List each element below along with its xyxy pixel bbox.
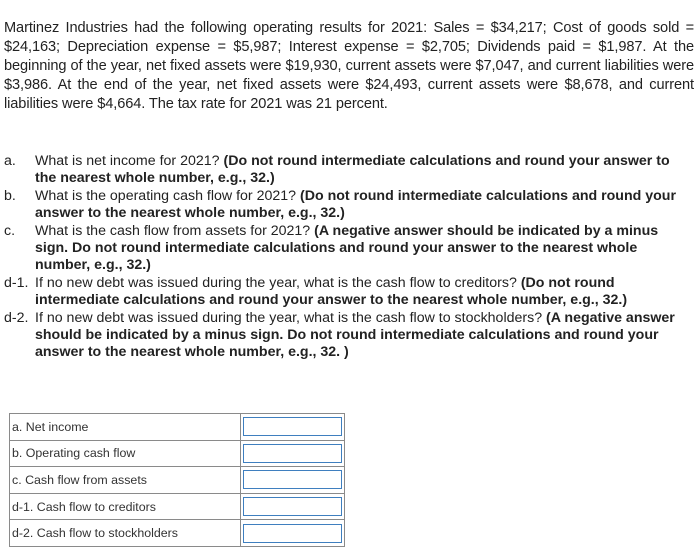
question-text: If no new debt was issued during the year, what is the cash flow to creditors? [35,274,517,291]
answer-cell [241,520,345,547]
table-row [10,440,345,467]
operating-cash-flow-input[interactable] [243,444,342,463]
question-list [4,153,694,362]
question-b [4,188,694,223]
row-label: a. Net income [10,414,241,441]
answer-cell [241,414,345,441]
answer-cell [241,493,345,520]
question-marker: b. [4,187,16,204]
question-instruction: (A negative answer should be indicated by a minus sign. Do not round intermediate calculations and round your answer to the nearest whole number, e.g., 32.) [35,222,659,274]
cash-flow-to-creditors-input[interactable] [243,497,342,516]
row-label: d-2. Cash flow to stockholders [10,520,241,547]
cash-flow-to-stockholders-input[interactable] [243,524,342,543]
question-c [4,223,694,275]
question-text: If no new debt was issued during the year, what is the cash flow to stockholders? [35,309,543,326]
table-row [10,520,345,547]
cash-flow-from-assets-input[interactable] [243,470,342,489]
row-label: b. Operating cash flow [10,440,241,467]
intro-line: net fixed assets were $24,493, current assets were $8,678, and current liabilities were [4,77,695,113]
table-row [10,414,345,441]
question-d2 [4,310,694,362]
intro-line: current assets were $7,047, and current liabilities were $3,986. At the end of the year, [4,58,694,94]
table-row [10,493,345,520]
intro-line: Martinez Industries had the following operating results for 2021: Sales = $34,217; Cost of [4,20,601,36]
problem-statement [4,19,694,114]
intro-line: Dividends paid = $1,987. At the beginning of the year, net fixed assets were $19,930, [4,39,694,75]
question-text: What is the cash flow from assets for 2021? [35,222,311,239]
question-marker: a. [4,153,16,169]
net-income-input[interactable] [243,417,342,436]
answer-cell [241,440,345,467]
question-a [4,153,694,188]
answer-cell [241,467,345,494]
intro-line: goods sold = $24,163; Depreciation expense = $5,987; Interest expense = $2,705; [4,20,695,56]
answer-table [9,413,345,547]
question-instruction: (Do not round intermediate calculations and round your answer to the nearest whole number, e.g., 32.) [35,187,676,222]
question-marker: d-2. [4,309,29,326]
question-marker: c. [4,222,16,239]
row-label: d-1. Cash flow to creditors [10,493,241,520]
question-marker: d-1. [4,274,29,291]
table-row [10,467,345,494]
question-text: What is net income for 2021? [35,153,220,169]
intro-line: $4,664. The tax rate for 2021 was 21 percent. [97,96,388,113]
question-text: What is the operating cash flow for 2021? [35,187,297,204]
question-instruction: (A negative answer should be indicated by a minus sign. Do not round intermediate calculations and round your answer to the nearest whole number, e.g., 32. ) [35,309,675,361]
question-instruction: (Do not round intermediate calculations and round your answer to the nearest whole number, e.g., 32.) [35,274,628,309]
question-d1 [4,275,694,310]
question-instruction: (Do not round intermediate calculations and round your answer to the nearest whole number, e.g., 32.) [35,153,670,187]
row-label: c. Cash flow from assets [10,467,241,494]
